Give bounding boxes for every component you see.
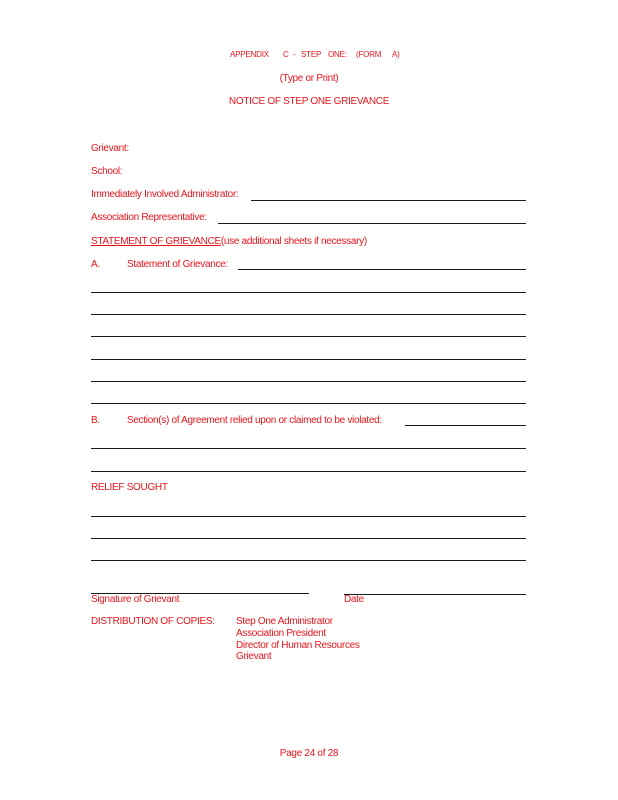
section-b-letter: B. [91,415,100,426]
distribution-item: Director of Human Resources [236,640,360,651]
distribution-item: Association President [236,628,326,639]
signature-label: Signature of Grievant [91,594,180,605]
relief-line[interactable] [91,538,526,539]
header-a: A) [392,50,400,59]
section-a-label: Statement of Grievance: [127,259,228,270]
statement-line[interactable] [91,403,526,404]
administrator-line[interactable] [251,200,526,201]
date-label: Date [344,594,364,605]
header-dash: - [293,50,296,59]
administrator-label: Immediately Involved Administrator: [91,189,239,200]
header-c: C [283,50,289,59]
distribution-item: Grievant [236,651,272,662]
section-b-extra-line[interactable] [91,448,526,449]
section-a-line[interactable] [238,269,526,270]
section-b-label: Section(s) of Agreement relied upon or claimed to be violated: [127,415,382,426]
section-b-extra-line[interactable] [91,471,526,472]
statement-line[interactable] [91,292,526,293]
section-a-letter: A. [91,259,100,270]
relief-line[interactable] [91,516,526,517]
header-appendix: APPENDIX [230,50,269,59]
section-b-line[interactable] [405,425,526,426]
statement-line[interactable] [91,359,526,360]
representative-label: Association Representative: [91,212,207,223]
representative-line[interactable] [218,223,526,224]
date-line[interactable] [344,594,526,595]
subtitle: (Type or Print) [279,73,339,84]
statement-line[interactable] [91,381,526,382]
grievant-label: Grievant: [91,143,129,154]
page-number: Page 24 of 28 [279,748,339,759]
header-one: ONE: [328,50,347,59]
distribution-label: DISTRIBUTION OF COPIES: [91,616,215,627]
statement-heading-row [91,236,367,247]
header-step: STEP [301,50,322,59]
page-title: NOTICE OF STEP ONE GRIEVANCE [228,96,390,107]
relief-heading: RELIEF SOUGHT [91,482,168,493]
statement-line[interactable] [91,336,526,337]
statement-line[interactable] [91,314,526,315]
statement-note: (use additional sheets if necessary) [220,236,367,247]
school-label: School: [91,166,123,177]
statement-heading: STATEMENT OF GRIEVANCE [91,236,221,247]
relief-line[interactable] [91,560,526,561]
distribution-item: Step One Administrator [236,616,333,627]
header-form: (FORM [356,50,382,59]
